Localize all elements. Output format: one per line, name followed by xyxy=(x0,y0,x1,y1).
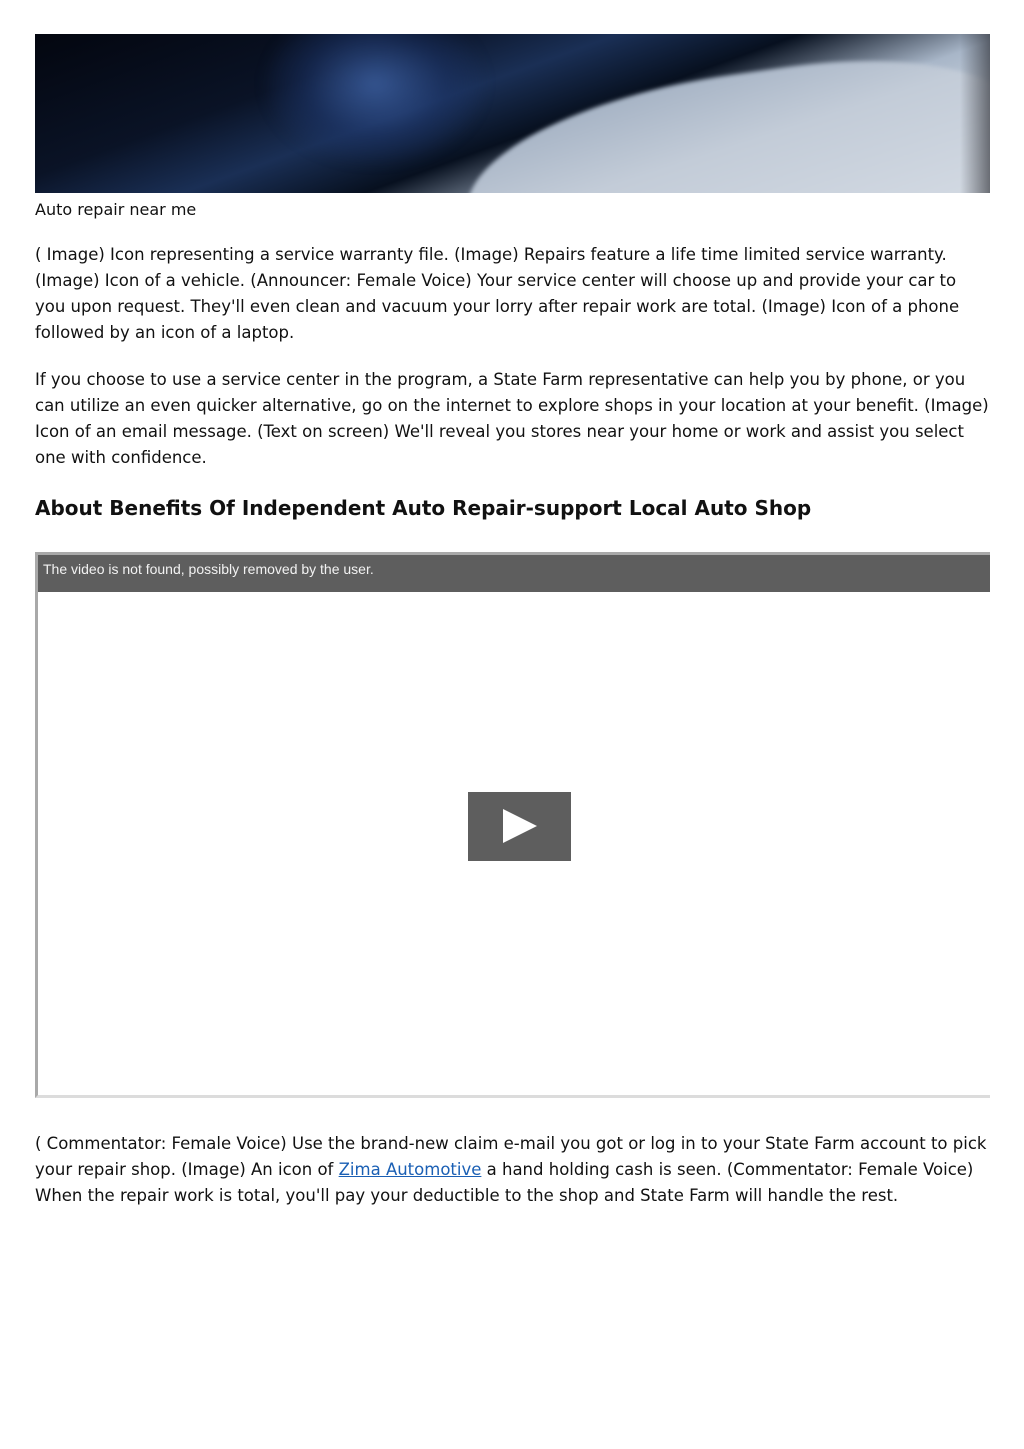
play-icon xyxy=(503,809,537,843)
article xyxy=(35,34,990,1209)
paragraph-claim xyxy=(35,1131,990,1209)
paragraph-service-center: If you choose to use a service center in the program, a State Farm representative can help you by phone, or you can utilize an even quicker alternative, go on the internet to explore shops in your location at your benefit. (Image) Icon of an email message. (Text on screen) We'll reveal you stores near your home or work and assist you select one with confidence. xyxy=(35,370,989,467)
play-button[interactable] xyxy=(468,792,571,861)
hero-image-blue-blur xyxy=(265,34,485,164)
video-error-message: The video is not found, possibly removed by the user. xyxy=(38,555,990,592)
hero-image-edge-shadow xyxy=(960,34,990,193)
section-heading: About Benefits Of Independent Auto Repair-support Local Auto Shop xyxy=(35,496,812,520)
zima-automotive-link[interactable]: Zima Automotive xyxy=(338,1160,482,1179)
hero-image xyxy=(35,34,990,193)
hero-image-light-surface xyxy=(454,36,990,193)
paragraph-claim-text-after: a hand holding cash is seen. (Commentator: Female Voice) When the repair work is total, you'll pay your deductible to the shop and State Farm will handle the rest. xyxy=(35,1160,974,1205)
image-caption: Auto repair near me xyxy=(35,200,197,219)
paragraph-claim-text-before: ( Commentator: Female Voice) Use the brand-new claim e-mail you got or log in to your State Farm account to pick your repair shop. (Image) An icon of xyxy=(35,1134,987,1179)
paragraph-warranty: ( Image) Icon representing a service warranty file. (Image) Repairs feature a life time limited service warranty. (Image) Icon of a vehicle. (Announcer: Female Voice) Your service center will choose up and provide your car to you upon request. They'll even clean and vacuum your lorry after repair work are total. (Image) Icon of a phone followed by an icon of a laptop. xyxy=(35,245,960,342)
video-embed[interactable] xyxy=(35,552,990,1098)
